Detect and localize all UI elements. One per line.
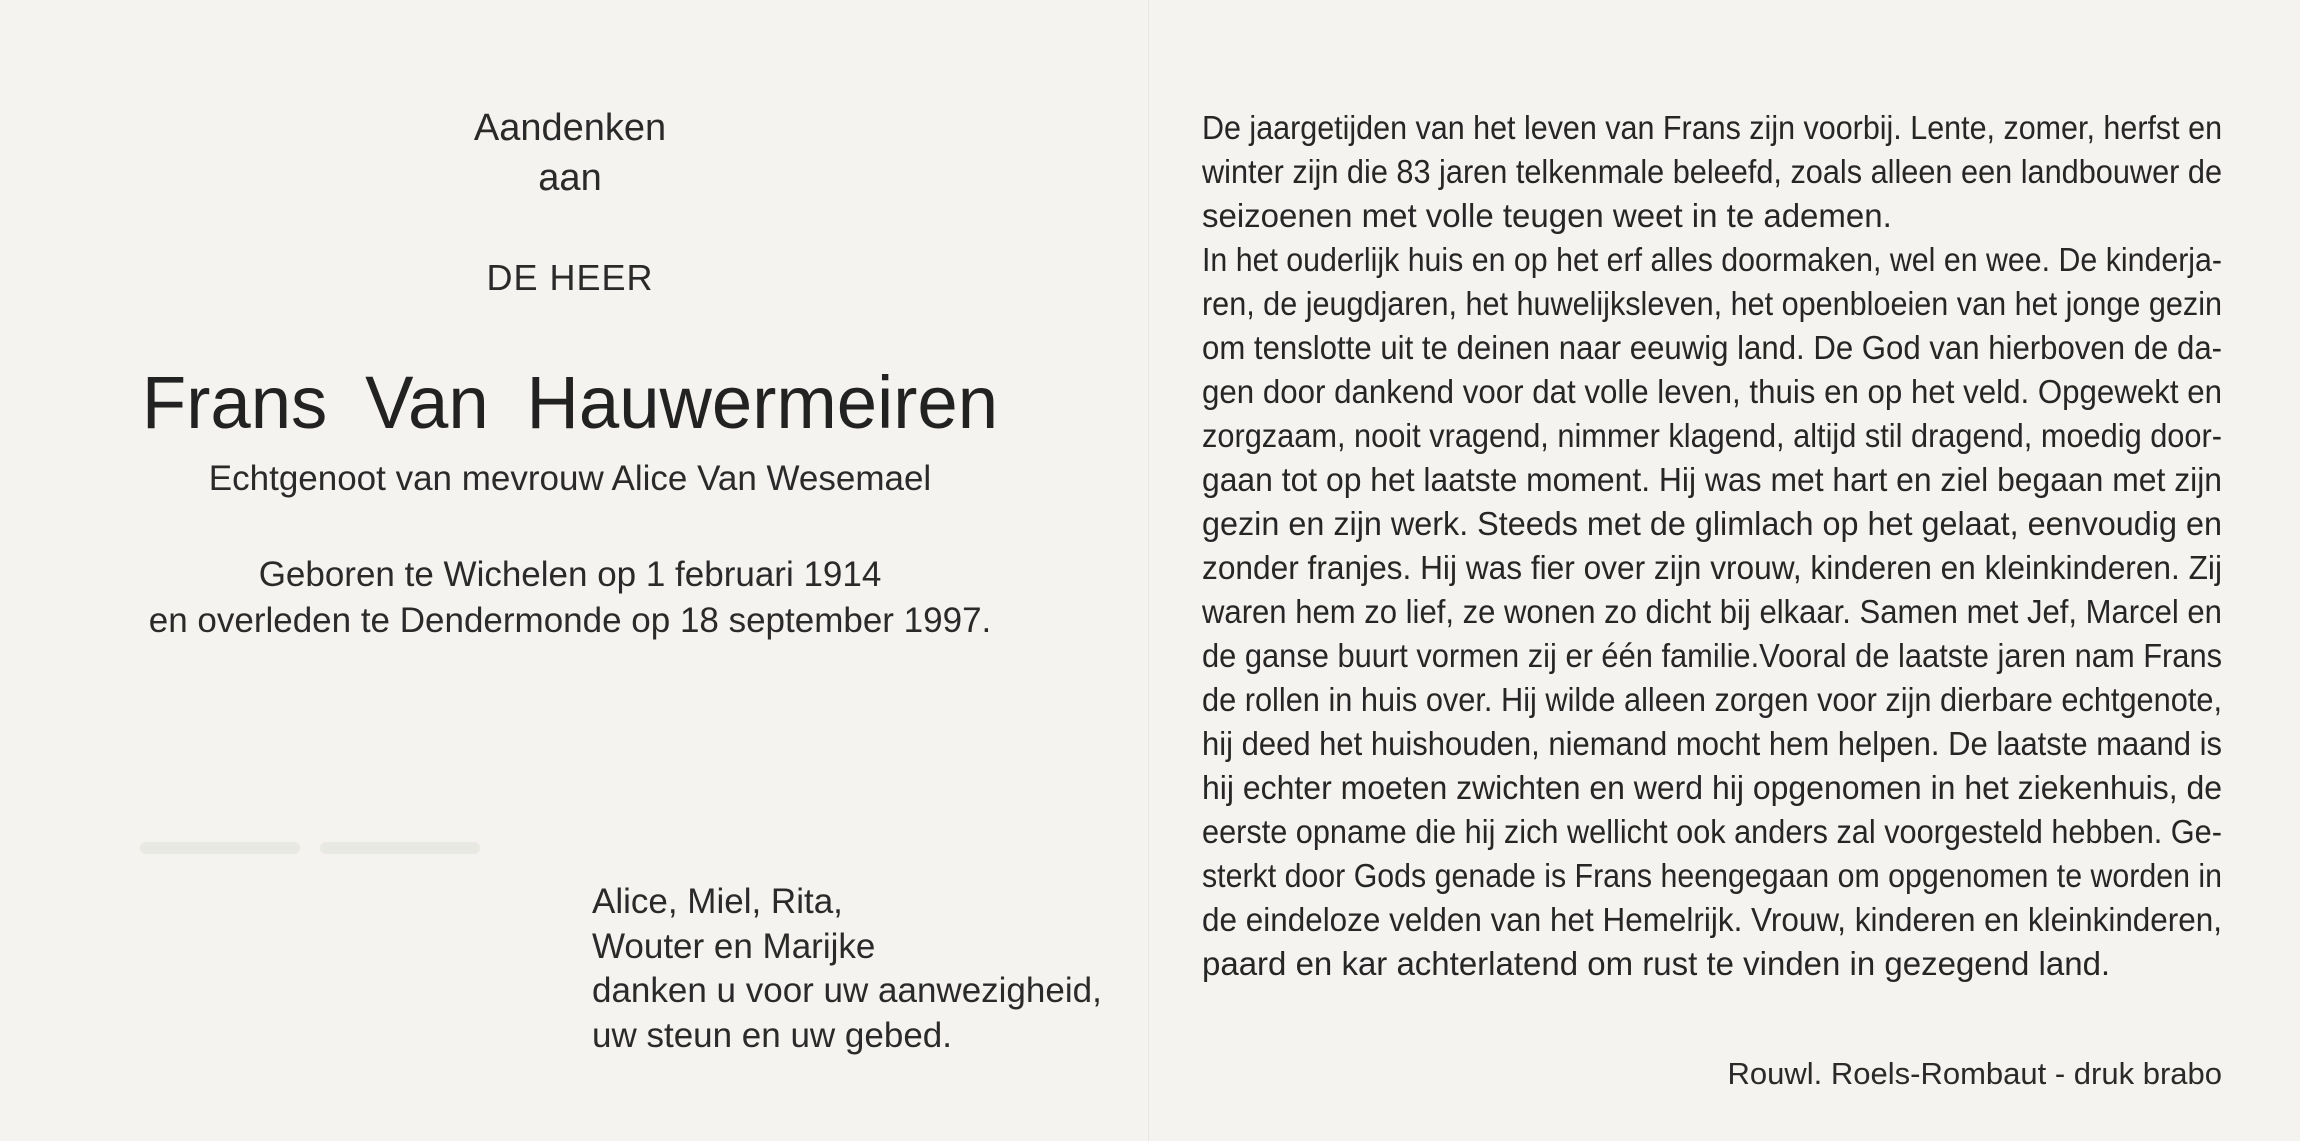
bio-line: zonder franjes. Hij was fier over zijn vrouw, kinderen en kleinkinderen. Zij — [1202, 549, 2222, 586]
thanks-line: danken u voor uw aanwezigheid, — [592, 971, 1102, 1010]
honorific-title: DE HEER — [486, 257, 654, 298]
bio-line: In het ouderlijk huis en op het erf alles doormaken, wel en wee. De kinderja- — [1202, 241, 2223, 278]
bio-line: waren hem zo lief, ze wonen zo dicht bij elkaar. Samen met Jef, Marcel en — [1202, 593, 2222, 630]
death-line: en overleden te Dendermonde op 18 september 1997. — [148, 601, 992, 640]
bio-line: seizoenen met volle teugen weet in te ademen. — [1202, 197, 1892, 234]
bio-line: gen door dankend voor dat volle leven, thuis en op het veld. Opgewekt en — [1202, 373, 2223, 410]
heading-aandenken: Aandenken — [473, 107, 667, 149]
bio-line: ren, de jeugdjaren, het huwelijksleven, het openbloeien van het jonge gezin — [1202, 285, 2222, 322]
thanks-line: Alice, Miel, Rita, — [592, 882, 843, 921]
deceased-name: Frans Van Hauwermeiren — [141, 361, 999, 444]
biography-text — [1202, 106, 2226, 986]
bio-line: eerste opname die hij zich wellicht ook anders zal voorgesteld hebben. Ge- — [1202, 813, 2222, 850]
spouse-line: Echtgenoot van mevrouw Alice Van Wesemael — [208, 459, 932, 498]
bio-line: om tenslotte uit te deinen naar eeuwig land. De God van hierboven de da- — [1202, 329, 2223, 366]
left-panel — [0, 0, 1148, 1141]
bio-line: gezin en zijn werk. Steeds met de glimlach op het gelaat, eenvoudig en — [1202, 505, 2222, 542]
bio-line: De jaargetijden van het leven van Frans zijn voorbij. Lente, zomer, herfst en — [1202, 109, 2223, 146]
printer-credit: Rouwl. Roels-Rombaut - druk brabo — [1727, 1056, 2222, 1091]
bio-line: sterkt door Gods genade is Frans heengegaan om opgenomen te worden in — [1202, 857, 2222, 894]
bio-line: de rollen in huis over. Hij wilde alleen zorgen voor zijn dierbare echtgenote, — [1202, 681, 2223, 718]
bio-line: gaan tot op het laatste moment. Hij was met hart en ziel begaan met zijn — [1202, 461, 2223, 498]
bio-line: de ganse buurt vormen zij er één familie.Vooral de laatste jaren nam Frans — [1202, 637, 2223, 674]
thanks-line: uw steun en uw gebed. — [592, 1015, 952, 1055]
thanks-block — [592, 880, 1102, 1058]
birth-line: Geboren te Wichelen op 1 februari 1914 — [258, 555, 882, 594]
bio-line: paard en kar achterlatend om rust te vinden in gezegend land. — [1202, 945, 2111, 982]
bio-line: de eindeloze velden van het Hemelrijk. Vrouw, kinderen en kleinkinderen, — [1202, 901, 2223, 938]
bio-line: zorgzaam, nooit vragend, nimmer klagend, altijd stil dragend, moedig door- — [1202, 417, 2222, 454]
heading-aan: aan — [538, 157, 602, 199]
thanks-line: Wouter en Marijke — [592, 926, 876, 966]
bio-line: hij deed het huishouden, niemand mocht hem helpen. De laatste maand is — [1202, 725, 2223, 762]
bio-line: hij echter moeten zwichten en werd hij opgenomen in het ziekenhuis, de — [1202, 769, 2223, 806]
bio-line: winter zijn die 83 jaren telkenmale beleefd, zoals alleen een landbouwer de — [1202, 153, 2223, 190]
